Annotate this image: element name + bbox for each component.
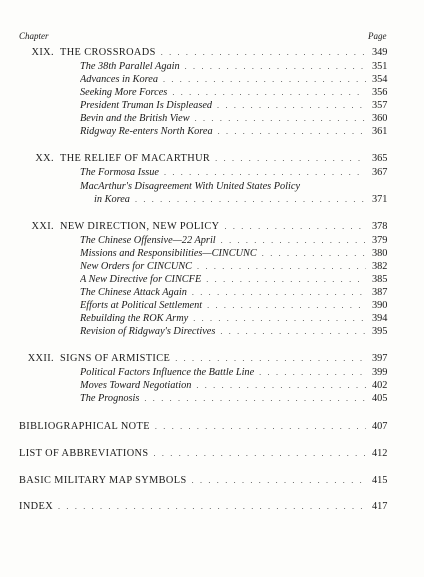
- toc-section-row[interactable]: [0, 112, 424, 125]
- toc-chapter-row[interactable]: [0, 352, 424, 365]
- section-title: The Formosa Issue: [80, 167, 159, 178]
- toc-section-row[interactable]: [0, 273, 424, 286]
- chapter-title: THE CROSSROADS: [60, 47, 156, 58]
- toc-chapter-row[interactable]: [0, 46, 424, 59]
- section-title: New Orders for CINCUNC: [80, 261, 193, 272]
- dot-leader: [192, 286, 366, 299]
- dot-leader: [135, 193, 366, 206]
- chapter-number: XXI.: [31, 221, 54, 232]
- page-number: 415: [372, 475, 388, 486]
- page-number: 379: [372, 235, 388, 246]
- chapter-column-header: Chapter: [19, 31, 49, 41]
- chapter-title: NEW DIRECTION, NEW POLICY: [60, 221, 220, 232]
- page-number: 385: [372, 274, 388, 285]
- toc-section-row[interactable]: [0, 260, 424, 273]
- dot-leader: [193, 312, 366, 325]
- chapter-title: THE RELIEF OF MACARTHUR: [60, 153, 211, 164]
- toc-section-row[interactable]: [0, 392, 424, 405]
- backmatter-title: BASIC MILITARY MAP SYMBOLS: [19, 475, 187, 486]
- section-title: Advances in Korea: [80, 74, 158, 85]
- section-title: A New Directive for CINCFE: [80, 274, 202, 285]
- page-column-header: Page: [368, 31, 387, 41]
- dot-leader: [175, 352, 366, 365]
- toc-section-row[interactable]: [0, 366, 424, 379]
- page-number: 387: [372, 287, 388, 298]
- page-number: 378: [372, 221, 388, 232]
- dot-leader: [164, 166, 366, 179]
- toc-backmatter-row[interactable]: [0, 500, 424, 513]
- backmatter-title: LIST OF ABBREVIATIONS: [19, 448, 149, 459]
- page-number: 361: [372, 126, 388, 137]
- page-number: 417: [372, 501, 388, 512]
- dot-leader: [58, 500, 366, 513]
- toc-section-row[interactable]: [0, 312, 424, 325]
- dot-leader: [155, 420, 366, 433]
- dot-leader: [185, 60, 366, 73]
- page-number: 357: [372, 100, 388, 111]
- page-number: 407: [372, 421, 388, 432]
- dot-leader: [206, 273, 366, 286]
- section-title[interactable]: MacArthur's Disagreement With United States Policy: [80, 181, 301, 192]
- dot-leader: [195, 112, 366, 125]
- section-title: Moves Toward Negotiation: [80, 380, 192, 391]
- page-number: 390: [372, 300, 388, 311]
- page-number: 394: [372, 313, 388, 324]
- toc-section-row[interactable]: [0, 193, 424, 206]
- section-title: Rebuilding the ROK Army: [80, 313, 189, 324]
- backmatter-title: BIBLIOGRAPHICAL NOTE: [19, 421, 150, 432]
- page-number: 354: [372, 74, 388, 85]
- section-title: Bevin and the British View: [80, 113, 190, 124]
- section-title: Efforts at Political Settlement: [80, 300, 203, 311]
- dot-leader: [196, 379, 366, 392]
- page-number: 349: [372, 47, 388, 58]
- section-title: President Truman Is Displeased: [80, 100, 213, 111]
- page-number: 351: [372, 61, 388, 72]
- page-number: 365: [372, 153, 388, 164]
- dot-leader: [163, 73, 366, 86]
- section-title: Revision of Ridgway's Directives: [80, 326, 216, 337]
- toc-section-row[interactable]: [0, 379, 424, 392]
- page-number: 402: [372, 380, 388, 391]
- chapter-number: XX.: [35, 153, 54, 164]
- section-title: The Chinese Attack Again: [80, 287, 187, 298]
- toc-section-row[interactable]: [0, 73, 424, 86]
- page-number: 397: [372, 353, 388, 364]
- toc-section-row[interactable]: [0, 299, 424, 312]
- toc-backmatter-row[interactable]: [0, 447, 424, 460]
- dot-leader: [221, 234, 366, 247]
- toc-section-row[interactable]: [0, 286, 424, 299]
- dot-leader: [262, 247, 366, 260]
- chapter-number: XIX.: [31, 47, 54, 58]
- section-title: Ridgway Re-enters North Korea: [80, 126, 213, 137]
- dot-leader: [197, 260, 366, 273]
- page-number: 371: [372, 194, 388, 205]
- dot-leader: [259, 366, 366, 379]
- section-title: The Chinese Offensive—22 April: [80, 235, 216, 246]
- dot-leader: [220, 325, 366, 338]
- section-title: The 38th Parallel Again: [80, 61, 180, 72]
- toc-backmatter-row[interactable]: [0, 474, 424, 487]
- backmatter-title: INDEX: [19, 501, 54, 512]
- toc-section-row[interactable]: [0, 125, 424, 138]
- dot-leader: [144, 392, 366, 405]
- section-title: Political Factors Influence the Battle Line: [80, 367, 255, 378]
- toc-section-row[interactable]: [0, 166, 424, 179]
- page-number: 360: [372, 113, 388, 124]
- page-number: 399: [372, 367, 388, 378]
- page-number: 382: [372, 261, 388, 272]
- toc-section-row[interactable]: [0, 325, 424, 338]
- toc-section-row[interactable]: [0, 99, 424, 112]
- page-number: 405: [372, 393, 388, 404]
- dot-leader: [217, 99, 366, 112]
- page-number: 356: [372, 87, 388, 98]
- dot-leader: [192, 474, 366, 487]
- dot-leader: [207, 299, 366, 312]
- dot-leader: [172, 86, 366, 99]
- page-number: 412: [372, 448, 388, 459]
- dot-leader: [161, 46, 366, 59]
- toc-backmatter-row[interactable]: [0, 420, 424, 433]
- dot-leader: [215, 152, 366, 165]
- page-number: 367: [372, 167, 388, 178]
- toc-section-row[interactable]: [0, 86, 424, 99]
- page-number: 380: [372, 248, 388, 259]
- chapter-title: SIGNS OF ARMISTICE: [60, 353, 171, 364]
- section-title-continued: in Korea: [94, 194, 130, 205]
- toc-chapter-row[interactable]: [0, 152, 424, 165]
- dot-leader: [224, 220, 366, 233]
- toc-chapter-row[interactable]: [0, 220, 424, 233]
- toc-section-row[interactable]: [0, 247, 424, 260]
- toc-section-row[interactable]: [0, 234, 424, 247]
- page-number: 395: [372, 326, 388, 337]
- toc-section-row[interactable]: [0, 60, 424, 73]
- chapter-number: XXII.: [27, 353, 54, 364]
- dot-leader: [154, 447, 367, 460]
- section-title: Missions and Responsibilities—CINCUNC: [80, 248, 257, 259]
- section-title: The Prognosis: [80, 393, 140, 404]
- dot-leader: [218, 125, 366, 138]
- section-title: Seeking More Forces: [80, 87, 168, 98]
